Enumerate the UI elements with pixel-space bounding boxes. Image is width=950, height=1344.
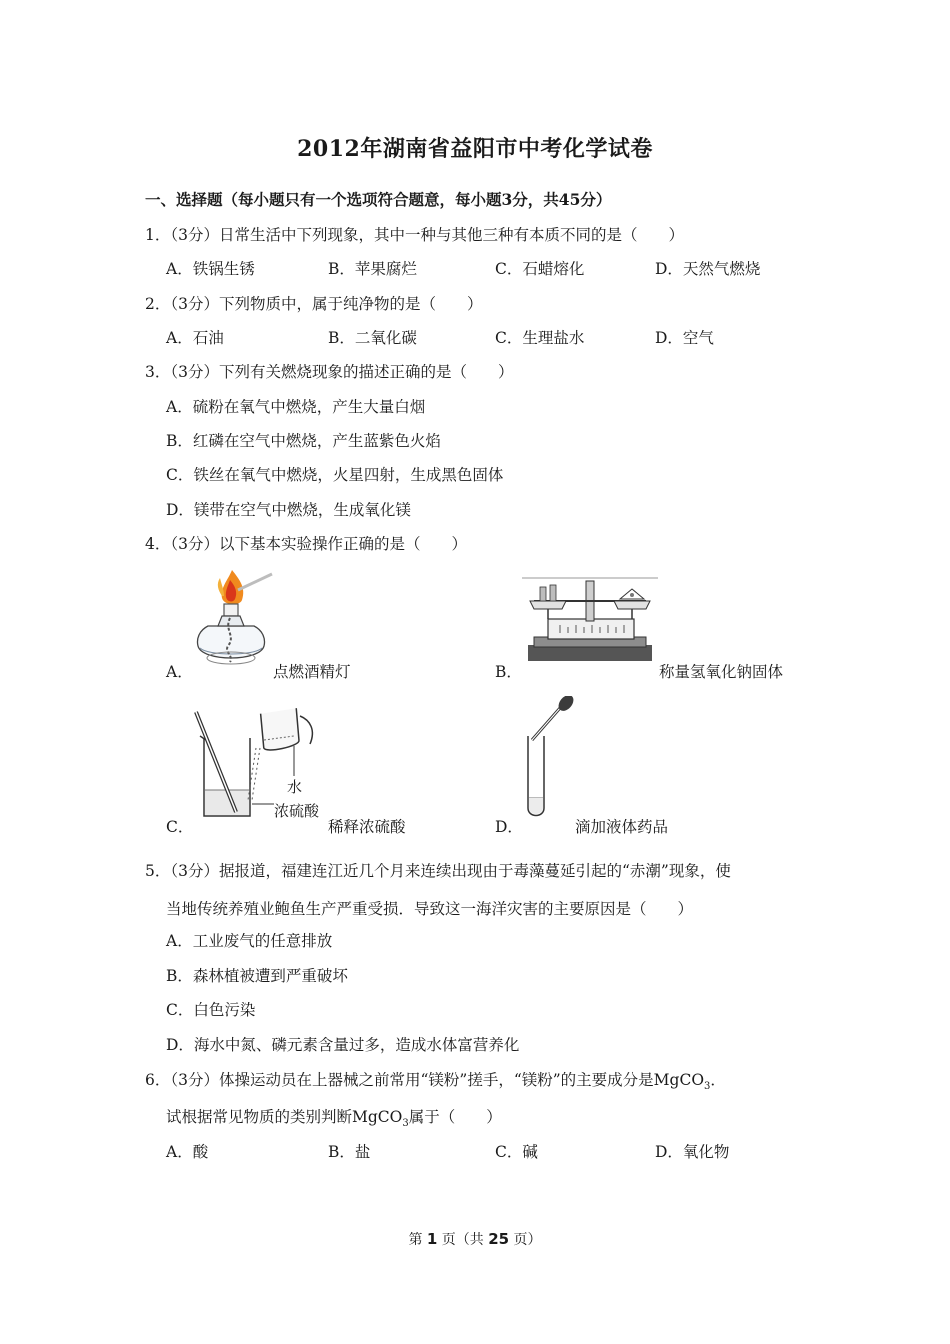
stem-text: 6．（3分）体操运动员在上器械之前常用“镁粉”搓手，“镁粉”的主要成分是MgCO xyxy=(145,1071,705,1089)
option-b[interactable]: B．二氧化碳 xyxy=(328,329,417,347)
question-1-stem: 1．（3分）日常生活中下列现象，其中一种与其他三种有本质不同的是（ ） xyxy=(145,226,684,244)
option-c-caption: 稀释浓硫酸 xyxy=(328,818,406,836)
question-2-stem: 2．（3分）下列物质中，属于纯净物的是（ ） xyxy=(145,295,483,313)
stem-text: 试根据常见物质的类别判断MgCO xyxy=(166,1108,403,1126)
option-c[interactable]: C．铁丝在氧气中燃烧，火星四射，生成黑色固体 xyxy=(166,466,504,484)
question-6-stem-line1 xyxy=(145,1068,726,1092)
option-b[interactable]: B．森林植被遭到严重破坏 xyxy=(166,967,348,985)
question-6-stem-line2 xyxy=(166,1105,502,1129)
option-d[interactable]: D．海水中氮、磷元素含量过多，造成水体富营养化 xyxy=(166,1036,520,1054)
footer-mid: 页（共 xyxy=(437,1232,489,1248)
option-c-letter[interactable]: C． xyxy=(166,818,194,836)
section-heading: 一、选择题（每小题只有一个选项符合题意，每小题3分，共45分） xyxy=(145,190,612,209)
page-title: 2012年湖南省益阳市中考化学试卷 xyxy=(297,136,653,162)
option-d-letter[interactable]: D． xyxy=(495,818,523,836)
page-number: 1 xyxy=(426,1230,438,1248)
option-d[interactable]: D．空气 xyxy=(655,329,714,347)
option-d[interactable]: D．天然气燃烧 xyxy=(655,260,761,278)
option-a-caption: 点燃酒精灯 xyxy=(273,663,351,681)
question-3-stem: 3．（3分）下列有关燃烧现象的描述正确的是（ ） xyxy=(145,363,514,381)
option-a[interactable]: A．铁锅生锈 xyxy=(166,260,255,278)
total-pages: 25 xyxy=(488,1230,510,1248)
option-c[interactable]: C．生理盐水 xyxy=(495,329,585,347)
subscript: 3 xyxy=(402,1118,409,1130)
question-4-stem: 4．（3分）以下基本实验操作正确的是（ ） xyxy=(145,535,467,553)
question-1-options xyxy=(166,257,806,279)
balance-scale-figure xyxy=(520,575,660,669)
question-6-options xyxy=(166,1140,806,1162)
water-label: 水 xyxy=(287,778,303,796)
subscript: 3 xyxy=(704,1081,711,1093)
footer-post: 页） xyxy=(509,1232,542,1248)
stem-text-end: 属于（ ） xyxy=(408,1108,502,1126)
option-b[interactable]: B．盐 xyxy=(328,1143,371,1161)
option-d[interactable]: D．镁带在空气中燃烧，生成氧化镁 xyxy=(166,501,411,519)
option-a-letter[interactable]: A． xyxy=(166,663,193,681)
option-d-caption: 滴加液体药品 xyxy=(575,818,669,836)
question-2-options xyxy=(166,326,806,348)
option-a[interactable]: A．硫粉在氧气中燃烧，产生大量白烟 xyxy=(166,398,426,416)
alcohol-lamp-figure xyxy=(188,566,276,670)
option-a[interactable]: A．石油 xyxy=(166,329,224,347)
question-5-stem-line1: 5．（3分）据报道，福建连江近几个月来连续出现由于毒藻蔓延引起的“赤潮”现象，使 xyxy=(145,862,731,880)
page-footer xyxy=(0,1229,950,1249)
option-b-caption: 称量氢氧化钠固体 xyxy=(659,663,784,681)
footer-pre: 第 xyxy=(408,1232,427,1248)
option-c[interactable]: C．碱 xyxy=(495,1143,538,1161)
option-a[interactable]: A．酸 xyxy=(166,1143,209,1161)
option-d[interactable]: D．氧化物 xyxy=(655,1143,730,1161)
option-a[interactable]: A．工业废气的任意排放 xyxy=(166,932,333,950)
acid-label: 浓硫酸 xyxy=(274,802,320,820)
option-b[interactable]: B．红磷在空气中燃烧，产生蓝紫色火焰 xyxy=(166,432,441,450)
option-c[interactable]: C．石蜡熔化 xyxy=(495,260,585,278)
question-5-stem-line2: 当地传统养殖业鲍鱼生产严重受损．导致这一海洋灾害的主要原因是（ ） xyxy=(166,900,694,918)
option-c[interactable]: C．白色污染 xyxy=(166,1001,256,1019)
option-b-letter[interactable]: B． xyxy=(495,663,522,681)
stem-text-end: ． xyxy=(710,1071,726,1089)
dropper-figure xyxy=(520,696,580,822)
option-b[interactable]: B．苹果腐烂 xyxy=(328,260,417,278)
